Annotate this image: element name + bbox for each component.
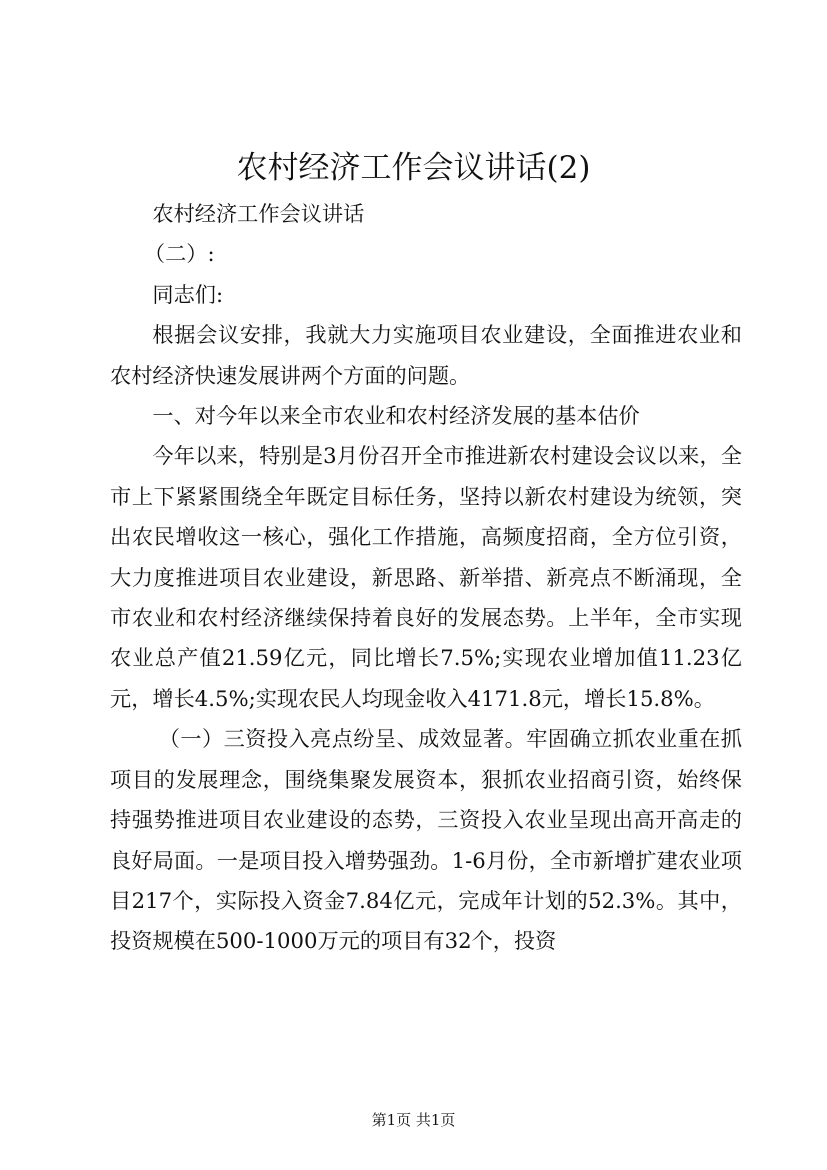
paragraph-intro: 根据会议安排，我就大力实施项目农业建设，全面推进农业和农村经济快速发展讲两个方面的问题。 xyxy=(110,322,742,388)
paragraph-subtitle: 农村经济工作会议讲话 xyxy=(152,201,365,226)
paragraph-investment: （一）三资投入亮点纷呈、成效显著。牢固确立抓农业重在抓项目的发展理念，围绕集聚发展资本，狠抓农业招商引资，始终保持强势推进项目农业建设的态势，三资投入农业呈现出高开高走的良好局面。一是项目投入增势强劲。1-6月份，全市新增扩建农业项目217个，实际投入资金7.84亿元，完成年计划的52.3%。其中，投资规模在500-1000万元的项目有32个，投资 xyxy=(110,726,742,954)
document-title: 农村经济工作会议讲话(2) xyxy=(236,150,591,186)
paragraph-salutation: 同志们: xyxy=(152,281,224,307)
page-footer: 第1页 共1页 xyxy=(371,1111,456,1129)
paragraph-heading-one: 一、对今年以来全市农业和农村经济发展的基本估价 xyxy=(152,403,640,429)
paragraph-overview: 今年以来，特别是3月份召开全市推进新农村建设会议以来，全市上下紧紧围绕全年既定目标任务，坚持以新农村建设为统领，突出农民增收这一核心，强化工作措施，高频度招商，全方位引资，大力度推进项目农业建设，新思路、新举措、新亮点不断涌现，全市农业和农村经济继续保持着良好的发展态势。上半年，全市实现农业总产值21.59亿元，同比增长7.5%;实现农业增加值11.23亿元，增长4.5%;实现农民人均现金收入4171.8元，增长15.8%。 xyxy=(110,443,742,711)
document-body xyxy=(110,194,742,962)
paragraph-section-number: （二）: xyxy=(143,241,215,267)
